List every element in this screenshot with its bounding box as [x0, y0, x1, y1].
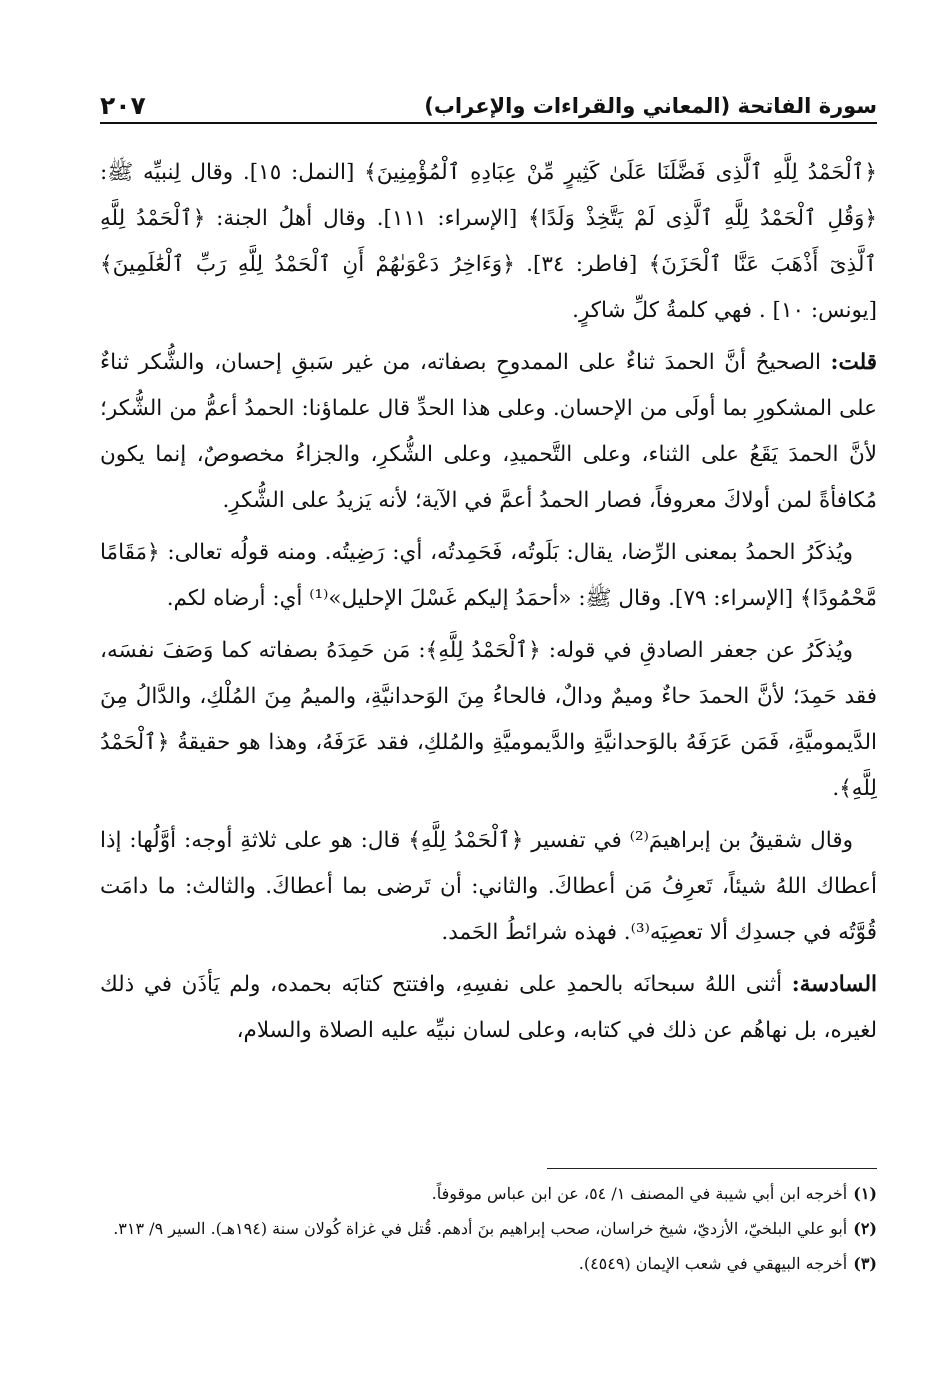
- footnote: [100, 1178, 877, 1209]
- footnote-text: أبو علي البلخيّ، الأزديّ، شيخ خراسان، صحب إبراهيم بنَ أدهم. قُتل في غزاة كُولان سنة (١٩٤هـ). السير ٩/ ٣١٣.: [113, 1219, 848, 1238]
- paragraph-text: وقال شقيقُ بن إبراهيمَ⁽²⁾ في تفسير ﴿ٱلْحَمْدُ لِلَّهِ﴾ قال: هو على ثلاثةِ أوجه: أوَّلُها: إذا أعطاك اللهُ شيئاً، تَعرِفُ مَن أعطاكَ. والثاني: أن تَرضى بما أعطاكَ. والثالث: ما دامَت قُوَّتُه في جسدِك ألا تعصِيَه⁽³⁾. فهذه شرائطُ الحَمد.: [100, 828, 877, 945]
- footnote-text: أخرجه البيهقي في شعب الإيمان (٤٥٤٩).: [578, 1254, 848, 1273]
- footnote: [100, 1248, 877, 1279]
- paragraph-lead: السادسة:: [791, 972, 877, 997]
- paragraph-qultu: [100, 340, 877, 524]
- running-title: سورة الفاتحة (المعاني والقراءات والإعراب): [424, 94, 877, 118]
- paragraph-rida: [100, 530, 877, 622]
- main-text: [100, 150, 877, 1060]
- paragraph-text: ﴿ٱلْحَمْدُ لِلَّهِ ٱلَّذِى فَضَّلَنَا عَلَىٰ كَثِيرٍ مِّنْ عِبَادِهِ ٱلْمُؤْمِنِينَ﴾ [النمل: ١٥]. وقال لِنبيِّه ﷺ: ﴿وَقُلِ ٱلْحَمْدُ لِلَّهِ ٱلَّذِى لَمْ يَتَّخِذْ وَلَدًا﴾ [الإسراء: ١١١]. وقال أهلُ الجنة: ﴿ٱلْحَمْدُ لِلَّهِ ٱلَّذِىٓ أَذْهَبَ عَنَّا ٱلْحَزَنَ﴾ [فاطر: ٣٤]. ﴿وَءَاخِرُ دَعْوَىٰهُمْ أَنِ ٱلْحَمْدُ لِلَّهِ رَبِّ ٱلْعَٰلَمِينَ﴾ [يونس: ١٠] . فهي كلمةُ كلِّ شاكرٍ.: [100, 160, 877, 323]
- footnote-number: (٣): [853, 1254, 877, 1273]
- paragraph-text: ويُذكَرُ عن جعفر الصادقِ في قوله: ﴿ٱلْحَمْدُ لِلَّهِ﴾: مَن حَمِدَهُ بصفاته كما وَصَفَ نفسَه، فقد حَمِدَ؛ لأنَّ الحمدَ حاءٌ وميمٌ ودالٌ، فالحاءُ مِنَ الوَحدانيَّةِ، والميمُ مِنَ المُلْكِ، والدَّالُ مِنَ الدَّيموميَّةِ، فَمَن عَرَفَهُ بالوَحدانيَّةِ والدَّيموميَّةِ والمُلكِ، فقد عَرَفَهُ، وهذا هو حقيقةُ ﴿ٱلْحَمْدُ لِلَّهِ﴾.: [100, 638, 877, 801]
- paragraph-jafar: [100, 628, 877, 812]
- paragraph-text: أثنى اللهُ سبحانَه بالحمدِ على نفسِهِ، وافتتح كتابَه بحمده، ولم يَأذَن في ذلك لغيره، بل نهاهُم عن ذلك في كتابه، وعلى لسان نبيِّه عليه الصلاة والسلام،: [100, 972, 877, 1043]
- page-header: [100, 80, 877, 124]
- paragraph-shaqiq: [100, 818, 877, 956]
- footnote-text: أخرجه ابن أبي شيبة في المصنف ١/ ٥٤، عن ابن عباس موقوفاً.: [431, 1184, 848, 1203]
- paragraph-verses: [100, 150, 877, 334]
- footnote-number: (٢): [853, 1219, 877, 1238]
- paragraph-text: ويُذكَرُ الحمدُ بمعنى الرِّضا، يقال: بَلَوتُه، فَحَمِدتُه، أي: رَضِيتُه. ومنه قولُه تعالى: ﴿مَقَامًا مَّحْمُودًا﴾ [الإسراء: ٧٩]. وقال ﷺ: «أحمَدُ إليكم غَسْلَ الإحليل»⁽¹⁾ أي: أرضاه لكم.: [100, 540, 877, 611]
- footnotes: [100, 1178, 877, 1283]
- footnote-separator: [547, 1168, 877, 1169]
- paragraph-text: الصحيحُ أنَّ الحمدَ ثناءٌ على الممدوحِ بصفاته، من غير سَبقِ إحسان، والشُّكر ثناءٌ على المشكورِ بما أولَى من الإحسان. وعلى هذا الحدِّ قال علماؤنا: الحمدُ أعمُّ من الشُّكر؛ لأنَّ الحمدَ يَقَعُ على الثناء، وعلى التَّحميدِ، وعلى الشُّكرِ، والجزاءُ مخصوصٌ، إنما يكون مُكافأةً لمن أولاكَ معروفاً، فصار الحمدُ أعمَّ في الآية؛ لأنه يَزيدُ على الشُّكرِ.: [100, 350, 877, 513]
- paragraph-lead: قلت:: [830, 350, 877, 375]
- paragraph-sadisa: [100, 962, 877, 1054]
- footnote-number: (١): [853, 1184, 877, 1203]
- footnote: [100, 1213, 877, 1244]
- page-number: ٢٠٧: [100, 91, 146, 120]
